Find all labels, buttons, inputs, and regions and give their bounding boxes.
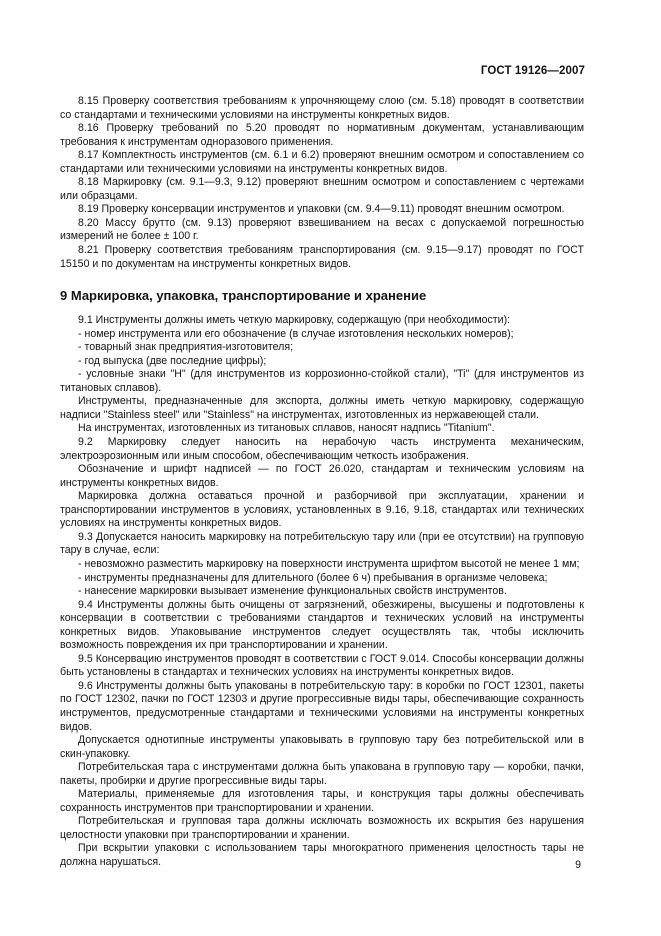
- list-item: - товарный знак предприятия-изготовителя;: [78, 341, 294, 354]
- document-code: ГОСТ 19126—2007: [480, 65, 585, 77]
- paragraph: Допускается однотипные инструменты упаковывать в групповую тару без потребительской или в скин-упаковку.: [60, 734, 584, 760]
- paragraph: Потребительская тара с инструментами должна быть упакована в групповую тару — коробки, пачки, пакеты, пробирки и другие прогрессивные виды тары.: [60, 761, 584, 787]
- paragraph-9-2: 9.2 Маркировку следует наносить на нерабочую часть инструмента механическим, электроэрозионным или иным способом, обеспечивающим четкость изображения.: [60, 436, 584, 462]
- list-item: - год выпуска (две последние цифры);: [78, 354, 267, 367]
- paragraph-8-15: 8.15 Проверку соответствия требованиям к упрочняющему слою (см. 5.18) проводят в соответствии со стандартами и техническими условиями на инструменты конкретных видов.: [60, 95, 584, 121]
- list-item: - условные знаки "Н" (для инструментов из коррозионно-стойкой стали), "Ti" (для инструментов из титановых сплавов).: [60, 368, 584, 394]
- paragraph-9-3: 9.3 Допускается наносить маркировку на потребительскую тару или (при ее отсутствии) на групповую тару в случае, если:: [60, 530, 584, 557]
- paragraph-9-1: 9.1 Инструменты должны иметь четкую маркировку, содержащую (при необходимости):: [78, 314, 511, 327]
- paragraph: При вскрытии упаковки с использованием тары многократного применения целостность тары не должна нарушаться.: [60, 842, 584, 868]
- paragraph-8-20: 8.20 Массу брутто (см. 9.13) проверяют взвешиванием на весах с допускаемой погрешностью измерений не более ± 100 г.: [60, 216, 584, 243]
- paragraph: Материалы, применяемые для изготовления тары, и конструкция тары должны обеспечивать сохранность инструментов при транспортировании и хранении.: [60, 788, 584, 814]
- paragraph-8-17: 8.17 Комплектность инструментов (см. 6.1 и 6.2) проверяют внешним осмотром и сопоставлением со стандартами или техническими условиями на инструменты конкретных видов.: [60, 149, 584, 175]
- paragraph-9-6: 9.6 Инструменты должны быть упакованы в потребительскую тару: в коробки по ГОСТ 12301, пакеты по ГОСТ 12302, пачки по ГОСТ 12303 и другие прогрессивные виды тары, обеспечивающие сохранность инструментов, предусмотренные стандартами и техническими условиями на инструменты конкретных видов.: [60, 679, 584, 733]
- paragraph: На инструментах, изготовленных из титановых сплавов, наносят надпись "Titanium".: [78, 422, 495, 435]
- section-8-continuation: [60, 95, 584, 271]
- list-item: - номер инструмента или его обозначение (в случае изготовления нескольких номеров);: [78, 327, 514, 340]
- paragraph-9-5: 9.5 Консервацию инструментов проводят в соответствии с ГОСТ 9.014. Способы консервации должны быть установлены в стандартах и технических условиях на инструменты конкретных видов.: [60, 652, 584, 679]
- page-content: [60, 95, 584, 870]
- paragraph-8-18: 8.18 Маркировку (см. 9.1—9.3, 9.12) проверяют внешним осмотром и сопоставлением с чертежами или образцами.: [60, 176, 584, 202]
- page-number: 9: [575, 859, 581, 871]
- list-item: - невозможно разместить маркировку на поверхности инструмента шрифтом высотой не менее 1 мм;: [78, 557, 580, 570]
- paragraph-9-4: 9.4 Инструменты должны быть очищены от загрязнений, обезжирены, высушены и подготовлены к консервации в соответствии с требованиями стандартов и технических условий на инструменты конкретных видов. Упаковывание инструментов следует осуществлять так, чтобы исключить возможность повреждения их при транспортировании и хранении.: [60, 598, 584, 652]
- section-9-heading: 9 Маркировка, упаковка, транспортирование и хранение: [60, 288, 427, 304]
- paragraph: Обозначение и шрифт надписей — по ГОСТ 26.020, стандартам и техническим условиям на инструменты конкретных видов.: [60, 463, 584, 489]
- paragraph-8-19: 8.19 Проверку консервации инструментов и упаковки (см. 9.4—9.11) проводят внешним осмотром.: [78, 203, 565, 216]
- list-item: - инструменты предназначены для длительного (более 6 ч) пребывания в организме человека;: [78, 571, 548, 584]
- paragraph: Потребительская и групповая тара должны исключать возможность их вскрытия без нарушения целостности упаковки при транспортировании и хранении.: [60, 815, 584, 841]
- paragraph-8-16: 8.16 Проверку требований по 5.20 проводят по нормативным документам, устанавливающим требования к инструментам одноразового применения.: [60, 122, 584, 148]
- list-item: - нанесение маркировки вызывает изменение функциональных свойств инструментов.: [78, 585, 507, 598]
- paragraph: Маркировка должна оставаться прочной и разборчивой при эксплуатации, хранении и транспортировании инструментов в условиях, установленных в 9.16, 9.18, стандартах или технических условиях на инструменты конкретных видов.: [60, 490, 584, 530]
- section-9-body: [60, 314, 584, 869]
- paragraph: Инструменты, предназначенные для экспорта, должны иметь четкую маркировку, содержащую надписи "Stainless steel" или "Stainless" на инструментах, изготовленных из нержавеющей стали.: [60, 395, 584, 421]
- paragraph-8-21: 8.21 Проверку соответствия требованиям транспортирования (см. 9.15—9.17) проводят по ГОСТ 15150 и по документам на инструменты конкретных видов.: [60, 244, 584, 270]
